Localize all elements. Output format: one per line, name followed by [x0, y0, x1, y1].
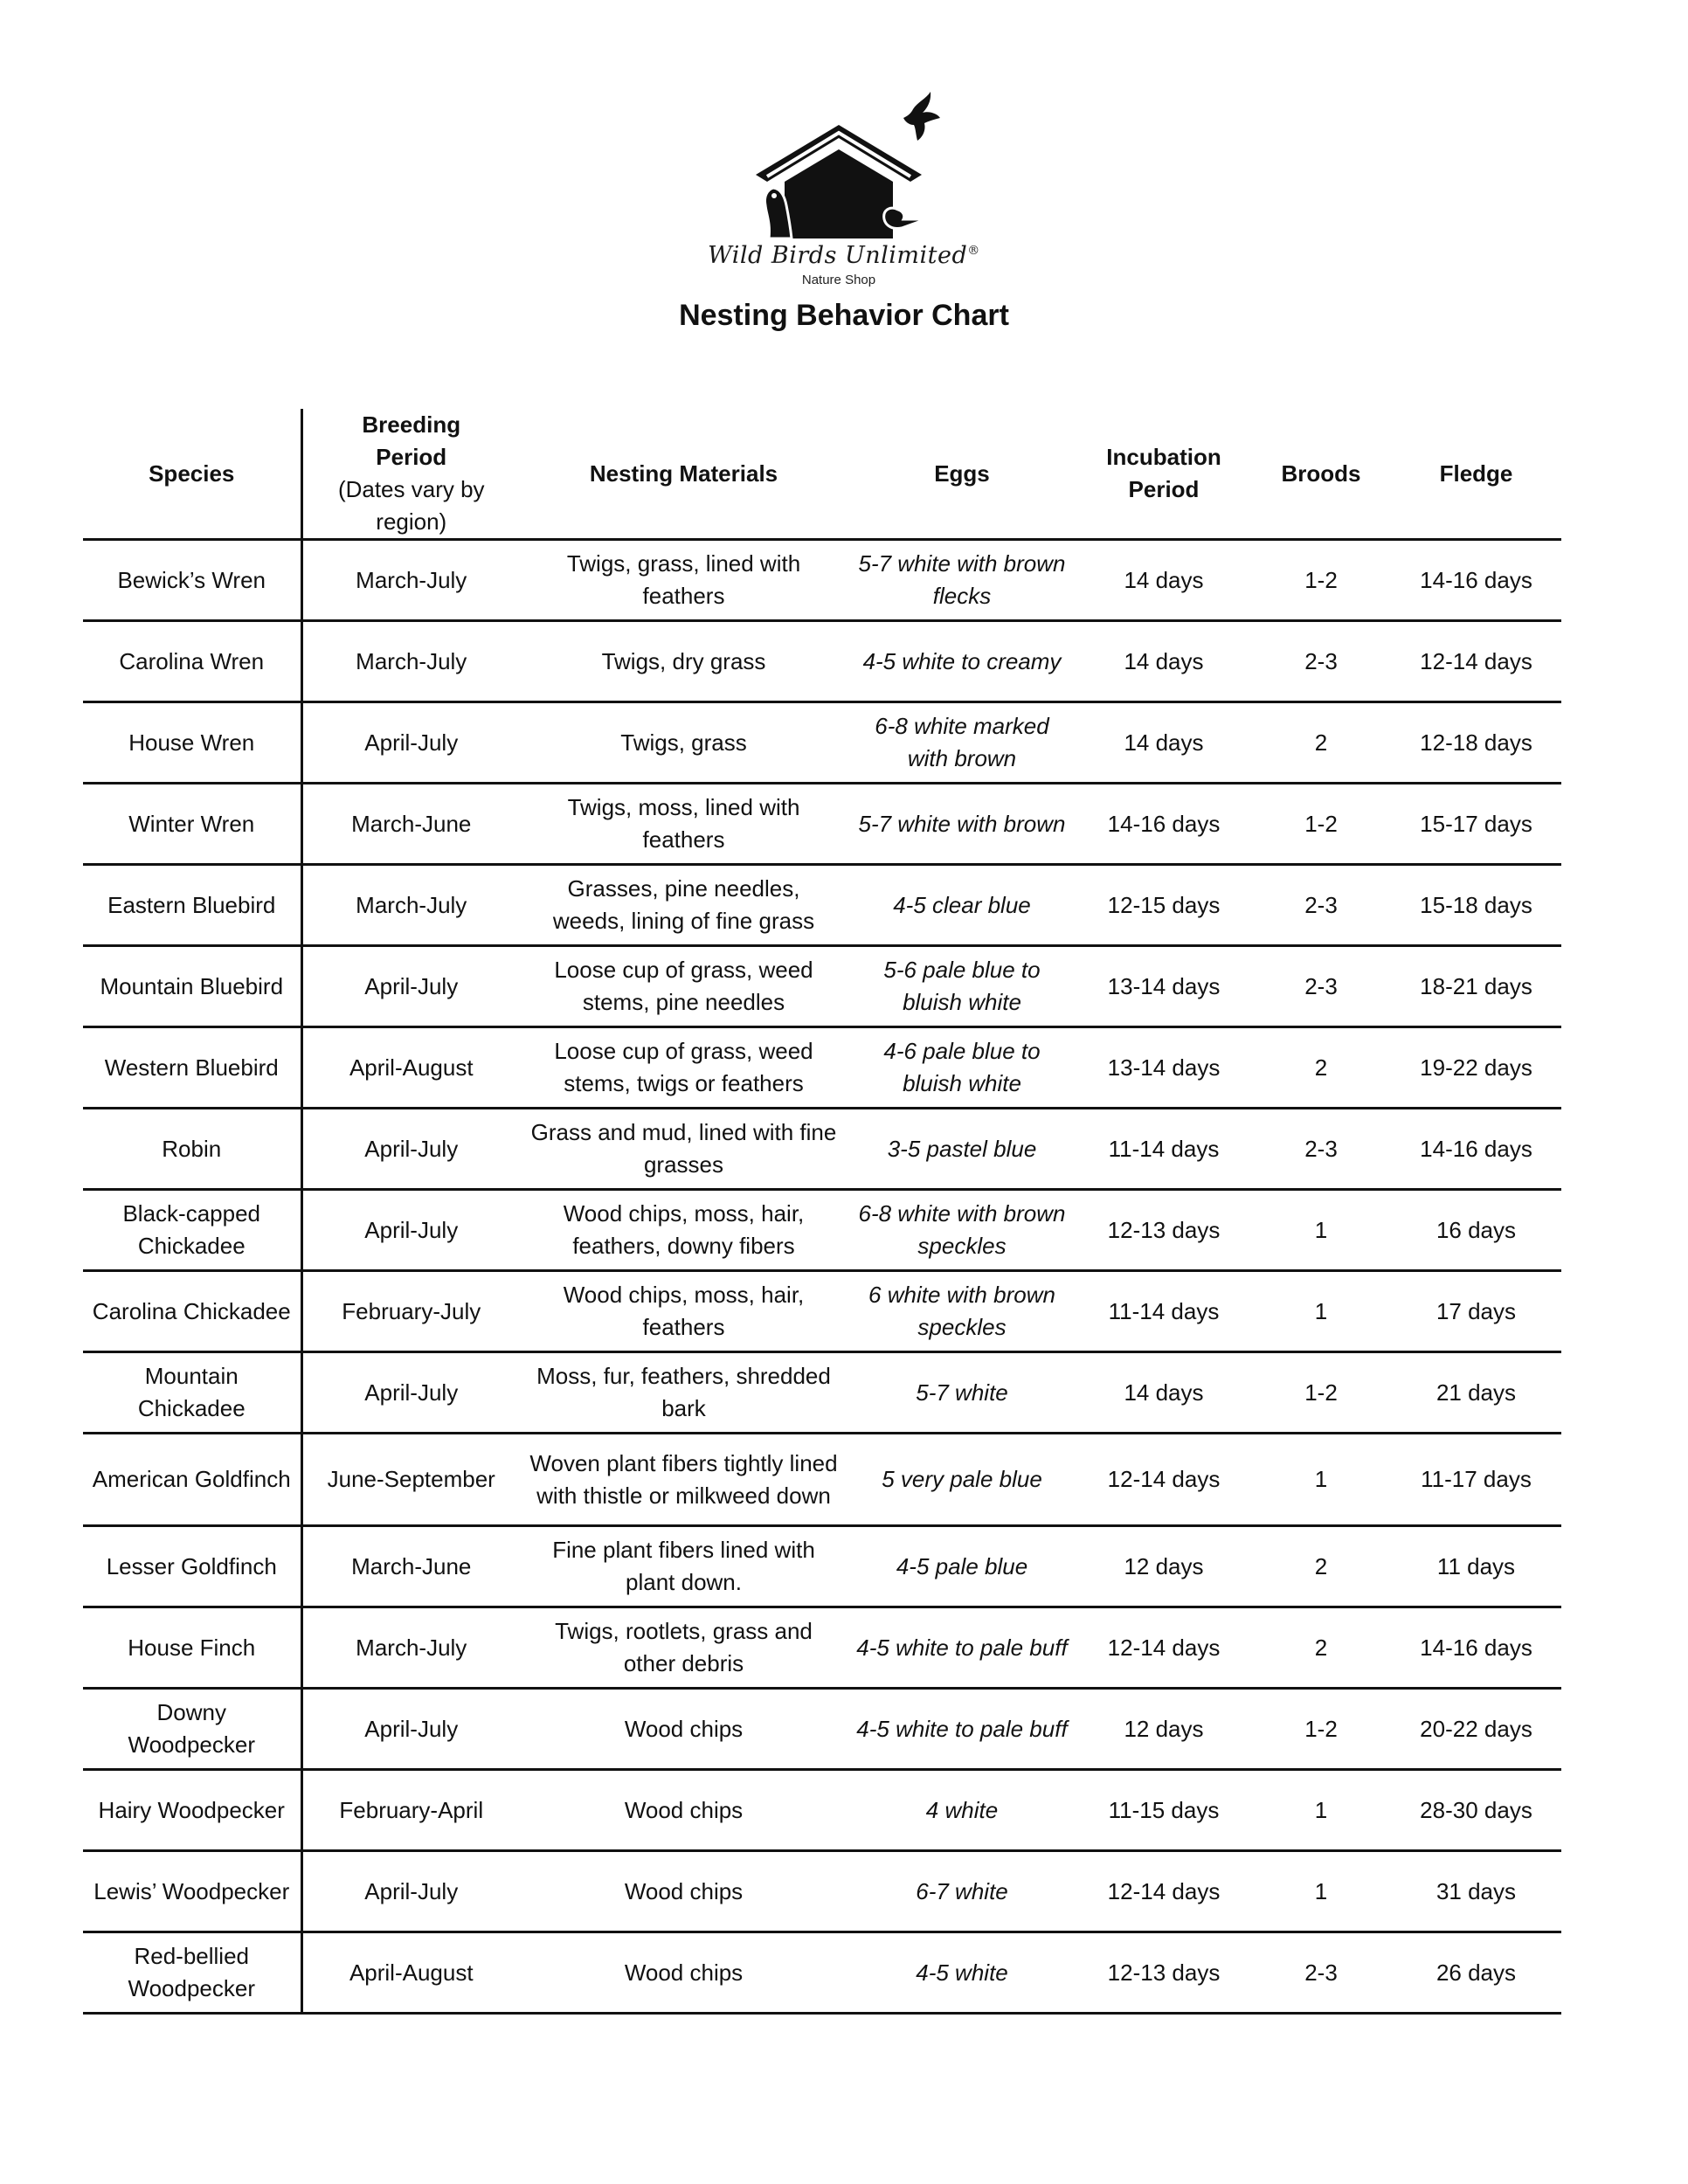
- cell-nesting-materials: Wood chips: [520, 1689, 847, 1770]
- cell-eggs: 6-8 white with brown speckles: [847, 1190, 1076, 1271]
- cell-broods: 2: [1251, 702, 1391, 784]
- header-broods: Broods: [1251, 409, 1391, 540]
- cell-incubation-period: 14-16 days: [1076, 784, 1251, 865]
- cell-eggs: 4 white: [847, 1770, 1076, 1851]
- cell-breeding-period: March-July: [301, 1607, 520, 1689]
- cell-eggs: 3-5 pastel blue: [847, 1109, 1076, 1190]
- cell-broods: 2-3: [1251, 1932, 1391, 2014]
- table-row: [83, 1770, 1561, 1851]
- cell-fledge: 15-18 days: [1391, 865, 1561, 946]
- cell-eggs: 4-5 white to creamy: [847, 621, 1076, 702]
- table-row: [83, 784, 1561, 865]
- cell-eggs: 4-5 white to pale buff: [847, 1689, 1076, 1770]
- brand-logo: [708, 92, 980, 293]
- table-row: [83, 1851, 1561, 1932]
- cell-species: Eastern Bluebird: [83, 865, 301, 946]
- table-row: [83, 1607, 1561, 1689]
- cell-breeding-period: April-August: [301, 1932, 520, 2014]
- cell-breeding-period: March-July: [301, 865, 520, 946]
- header-breeding-line2: Period: [376, 444, 447, 470]
- cell-broods: 1-2: [1251, 1352, 1391, 1434]
- cell-nesting-materials: Moss, fur, feathers, shredded bark: [520, 1352, 847, 1434]
- cell-broods: 1-2: [1251, 540, 1391, 621]
- table-row: [83, 865, 1561, 946]
- cell-incubation-period: 12 days: [1076, 1526, 1251, 1607]
- cell-eggs: 5-7 white with brown: [847, 784, 1076, 865]
- cell-species: Downy Woodpecker: [83, 1689, 301, 1770]
- cell-broods: 1: [1251, 1851, 1391, 1932]
- cell-incubation-period: 14 days: [1076, 540, 1251, 621]
- cell-broods: 1: [1251, 1434, 1391, 1526]
- cell-eggs: 4-5 white to pale buff: [847, 1607, 1076, 1689]
- cell-eggs: 5-6 pale blue to bluish white: [847, 946, 1076, 1027]
- header-incubation-period: [1076, 409, 1251, 540]
- cell-broods: 2: [1251, 1027, 1391, 1109]
- cell-breeding-period: March-July: [301, 540, 520, 621]
- cell-broods: 2: [1251, 1526, 1391, 1607]
- cell-fledge: 28-30 days: [1391, 1770, 1561, 1851]
- cell-fledge: 26 days: [1391, 1932, 1561, 2014]
- cell-nesting-materials: Wood chips: [520, 1770, 847, 1851]
- header-breeding-line1: Breeding: [362, 411, 461, 438]
- table-row: [83, 1526, 1561, 1607]
- cell-eggs: 5-7 white: [847, 1352, 1076, 1434]
- cell-nesting-materials: Twigs, rootlets, grass and other debris: [520, 1607, 847, 1689]
- table-row: [83, 621, 1561, 702]
- cell-broods: 1-2: [1251, 784, 1391, 865]
- cell-broods: 1: [1251, 1190, 1391, 1271]
- table-row: [83, 1352, 1561, 1434]
- cell-incubation-period: 13-14 days: [1076, 1027, 1251, 1109]
- cell-breeding-period: April-July: [301, 946, 520, 1027]
- cell-nesting-materials: Wood chips: [520, 1932, 847, 2014]
- table-row: [83, 1689, 1561, 1770]
- cell-eggs: 5-7 white with brown flecks: [847, 540, 1076, 621]
- table-row: [83, 1027, 1561, 1109]
- cell-breeding-period: April-July: [301, 1190, 520, 1271]
- cell-species: Winter Wren: [83, 784, 301, 865]
- cell-incubation-period: 14 days: [1076, 1352, 1251, 1434]
- cell-incubation-period: 14 days: [1076, 702, 1251, 784]
- cell-species: House Finch: [83, 1607, 301, 1689]
- header-incubation-line1: Incubation: [1106, 444, 1221, 470]
- cell-fledge: 20-22 days: [1391, 1689, 1561, 1770]
- cell-eggs: 4-5 clear blue: [847, 865, 1076, 946]
- table-header-row: [83, 409, 1561, 540]
- cell-nesting-materials: Twigs, dry grass: [520, 621, 847, 702]
- nesting-behavior-table: [83, 409, 1561, 2015]
- header-incubation-line2: Period: [1128, 476, 1200, 502]
- birdhouse-body: [785, 149, 893, 238]
- table-row: [83, 1932, 1561, 2014]
- table-row: [83, 1271, 1561, 1352]
- header-breeding-note: (Dates vary by region): [337, 476, 485, 535]
- header-species: Species: [83, 409, 301, 540]
- cell-eggs: 5 very pale blue: [847, 1434, 1076, 1526]
- cell-nesting-materials: Fine plant fibers lined with plant down.: [520, 1526, 847, 1607]
- page-title: Nesting Behavior Chart: [679, 299, 1009, 332]
- cell-fledge: 31 days: [1391, 1851, 1561, 1932]
- cell-incubation-period: 11-14 days: [1076, 1109, 1251, 1190]
- cell-species: Robin: [83, 1109, 301, 1190]
- cell-broods: 1: [1251, 1271, 1391, 1352]
- cell-broods: 1-2: [1251, 1689, 1391, 1770]
- birdhouse-logo-icon: [708, 92, 970, 240]
- cell-incubation-period: 13-14 days: [1076, 946, 1251, 1027]
- cell-fledge: 14-16 days: [1391, 1109, 1561, 1190]
- cell-breeding-period: March-June: [301, 784, 520, 865]
- table-body: [83, 540, 1561, 2014]
- cell-breeding-period: April-July: [301, 1689, 520, 1770]
- table-row: [83, 1109, 1561, 1190]
- cell-eggs: 4-5 pale blue: [847, 1526, 1076, 1607]
- cell-broods: 1: [1251, 1770, 1391, 1851]
- cell-broods: 2-3: [1251, 946, 1391, 1027]
- cell-fledge: 16 days: [1391, 1190, 1561, 1271]
- cell-fledge: 12-14 days: [1391, 621, 1561, 702]
- cell-breeding-period: March-July: [301, 621, 520, 702]
- cell-nesting-materials: Grass and mud, lined with fine grasses: [520, 1109, 847, 1190]
- header-nesting-materials: Nesting Materials: [520, 409, 847, 540]
- cell-species: House Wren: [83, 702, 301, 784]
- flying-bird: [903, 92, 940, 141]
- table-row: [83, 1434, 1561, 1526]
- cell-fledge: 11-17 days: [1391, 1434, 1561, 1526]
- cell-incubation-period: 11-15 days: [1076, 1770, 1251, 1851]
- cell-nesting-materials: Wood chips, moss, hair, feathers, downy fibers: [520, 1190, 847, 1271]
- cell-breeding-period: February-April: [301, 1770, 520, 1851]
- cell-species: Western Bluebird: [83, 1027, 301, 1109]
- cell-nesting-materials: Twigs, grass: [520, 702, 847, 784]
- cell-incubation-period: 12-14 days: [1076, 1434, 1251, 1526]
- cell-fledge: 18-21 days: [1391, 946, 1561, 1027]
- cell-fledge: 14-16 days: [1391, 540, 1561, 621]
- cell-eggs: 6 white with brown speckles: [847, 1271, 1076, 1352]
- cell-species: Lewis’ Woodpecker: [83, 1851, 301, 1932]
- cell-fledge: 14-16 days: [1391, 1607, 1561, 1689]
- cell-broods: 2: [1251, 1607, 1391, 1689]
- cell-breeding-period: June-September: [301, 1434, 520, 1526]
- brand-name: Wild Birds Unlimited®: [708, 242, 980, 269]
- cell-breeding-period: April-July: [301, 1352, 520, 1434]
- cell-broods: 2-3: [1251, 621, 1391, 702]
- cell-species: Mountain Chickadee: [83, 1352, 301, 1434]
- cell-species: Bewick’s Wren: [83, 540, 301, 621]
- header-eggs: Eggs: [847, 409, 1076, 540]
- cell-incubation-period: 12 days: [1076, 1689, 1251, 1770]
- cell-eggs: 4-5 white: [847, 1932, 1076, 2014]
- brand-subtitle: Nature Shop: [801, 273, 876, 287]
- cell-incubation-period: 14 days: [1076, 621, 1251, 702]
- cell-breeding-period: February-July: [301, 1271, 520, 1352]
- cell-incubation-period: 12-15 days: [1076, 865, 1251, 946]
- cell-breeding-period: April-July: [301, 1109, 520, 1190]
- cell-fledge: 19-22 days: [1391, 1027, 1561, 1109]
- hummingbird: [884, 208, 926, 228]
- cell-nesting-materials: Woven plant fibers tightly lined with thistle or milkweed down: [520, 1434, 847, 1526]
- cell-nesting-materials: Loose cup of grass, weed stems, twigs or feathers: [520, 1027, 847, 1109]
- cell-nesting-materials: Wood chips, moss, hair, feathers: [520, 1271, 847, 1352]
- cell-fledge: 21 days: [1391, 1352, 1561, 1434]
- header-fledge: Fledge: [1391, 409, 1561, 540]
- cell-breeding-period: April-August: [301, 1027, 520, 1109]
- cell-nesting-materials: Twigs, moss, lined with feathers: [520, 784, 847, 865]
- header-breeding-period: [301, 409, 520, 540]
- table-row: [83, 1190, 1561, 1271]
- cell-incubation-period: 12-13 days: [1076, 1932, 1251, 2014]
- cell-nesting-materials: Grasses, pine needles, weeds, lining of fine grass: [520, 865, 847, 946]
- table-row: [83, 946, 1561, 1027]
- cell-eggs: 6-8 white marked with brown: [847, 702, 1076, 784]
- cell-eggs: 6-7 white: [847, 1851, 1076, 1932]
- cell-species: Lesser Goldfinch: [83, 1526, 301, 1607]
- cell-fledge: 17 days: [1391, 1271, 1561, 1352]
- cell-species: Carolina Chickadee: [83, 1271, 301, 1352]
- cell-incubation-period: 12-14 days: [1076, 1607, 1251, 1689]
- cell-broods: 2-3: [1251, 865, 1391, 946]
- cell-eggs: 4-6 pale blue to bluish white: [847, 1027, 1076, 1109]
- table-row: [83, 702, 1561, 784]
- cell-incubation-period: 12-13 days: [1076, 1190, 1251, 1271]
- cell-species: Red-bellied Woodpecker: [83, 1932, 301, 2014]
- cell-nesting-materials: Loose cup of grass, weed stems, pine needles: [520, 946, 847, 1027]
- cell-fledge: 15-17 days: [1391, 784, 1561, 865]
- cell-incubation-period: 11-14 days: [1076, 1271, 1251, 1352]
- cell-species: Carolina Wren: [83, 621, 301, 702]
- cell-species: Mountain Bluebird: [83, 946, 301, 1027]
- cell-nesting-materials: Twigs, grass, lined with feathers: [520, 540, 847, 621]
- cell-species: Black-capped Chickadee: [83, 1190, 301, 1271]
- table-row: [83, 540, 1561, 621]
- cell-breeding-period: March-June: [301, 1526, 520, 1607]
- cell-fledge: 12-18 days: [1391, 702, 1561, 784]
- cell-breeding-period: April-July: [301, 1851, 520, 1932]
- cell-broods: 2-3: [1251, 1109, 1391, 1190]
- cell-incubation-period: 12-14 days: [1076, 1851, 1251, 1932]
- cell-breeding-period: April-July: [301, 702, 520, 784]
- cell-fledge: 11 days: [1391, 1526, 1561, 1607]
- cell-species: Hairy Woodpecker: [83, 1770, 301, 1851]
- cell-species: American Goldfinch: [83, 1434, 301, 1526]
- cell-nesting-materials: Wood chips: [520, 1851, 847, 1932]
